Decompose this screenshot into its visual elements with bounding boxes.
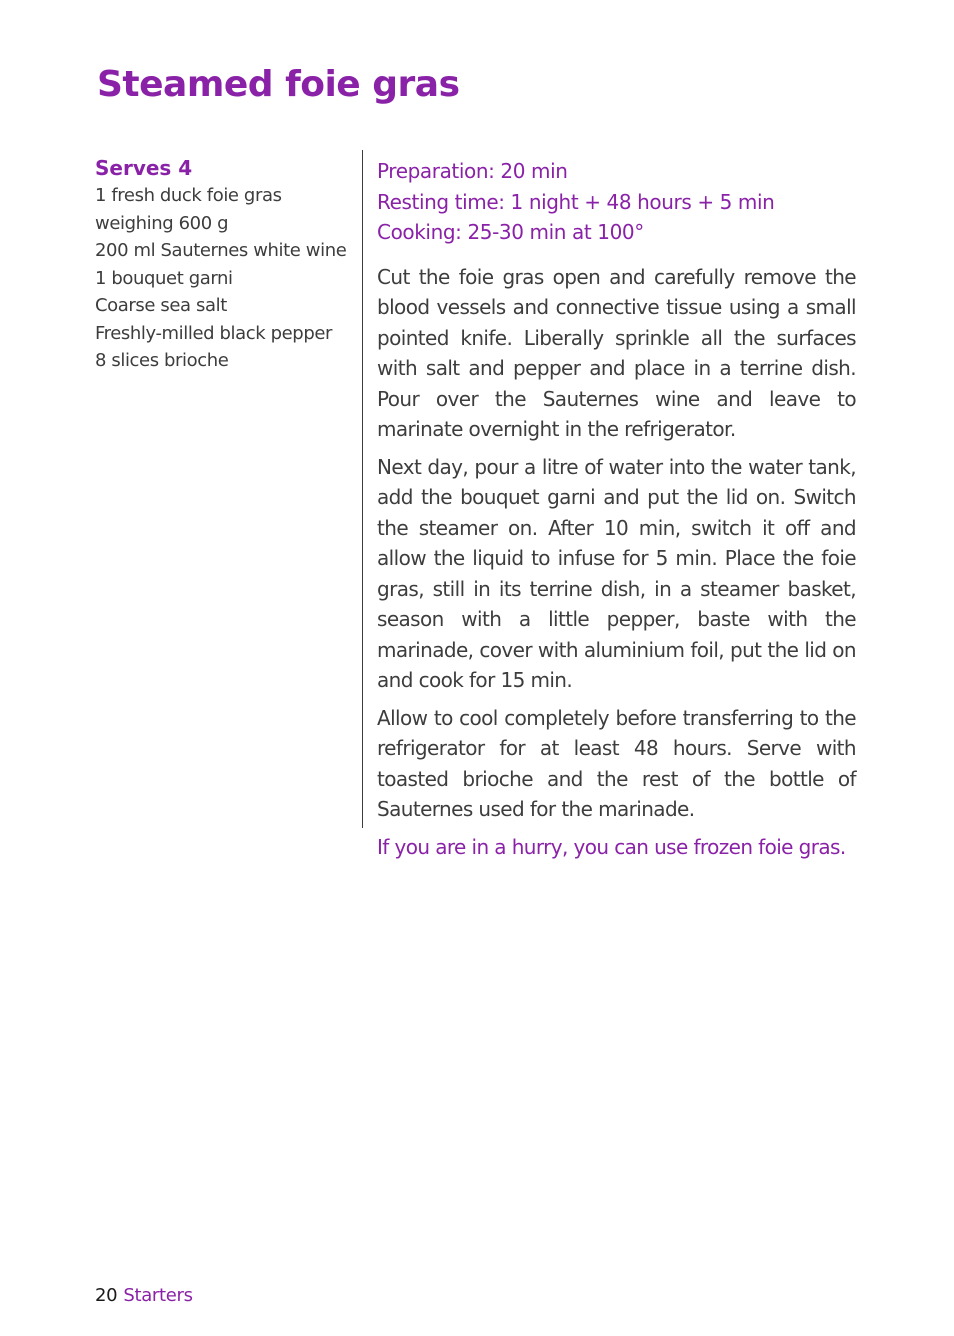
method-step: Cut the foie gras open and carefully remove the blood vessels and connective tissue using a small pointed knife. Liberally sprinkle all the surfaces with salt and pepper and place in a terrine dish. Pour over the Sauternes wine and leave to marinate overnight in the refrigerator. [377, 264, 856, 441]
method-column [377, 156, 856, 862]
ingredient-item: 1 bouquet garni [95, 267, 233, 289]
resting-time: Resting time: 1 night + 48 hours + 5 min [377, 189, 775, 214]
recipe-title: Steamed foie gras [97, 64, 460, 105]
ingredient-item: Freshly-milled black pepper [95, 322, 333, 344]
timing-info [377, 156, 856, 248]
ingredient-item: 200 ml Sauternes white wine [95, 240, 347, 261]
ingredient-item: 1 fresh duck foie gras [95, 185, 282, 206]
page-number: 20 [95, 1285, 118, 1306]
ingredients-column [95, 154, 350, 375]
ingredient-item: Coarse sea salt [95, 295, 227, 316]
cooking-time: Cooking: 25-30 min at 100° [377, 220, 644, 244]
ingredient-item: 8 slices brioche [95, 350, 229, 371]
method-step: Allow to cool completely before transferring to the refrigerator for at least 48 hours. Serve with toasted brioche and the rest of the bottle of Sauternes used for the marinade. [377, 705, 856, 821]
ingredient-list [95, 182, 350, 375]
recipe-tip: If you are in a hurry, you can use frozen foie gras. [377, 834, 846, 859]
page-footer [95, 1283, 193, 1309]
column-divider [362, 150, 363, 828]
preparation-time: Preparation: 20 min [377, 159, 568, 183]
ingredient-item: weighing 600 g [95, 212, 229, 234]
serves-heading: Serves 4 [95, 156, 193, 180]
section-name: Starters [123, 1285, 193, 1306]
method-step: Next day, pour a litre of water into the water tank, add the bouquet garni and put the lid on. Switch the steamer on. After 10 min, switch it off and allow the liquid to infuse for 5 min. Place the foie gras, still in its terrine dish, in a steamer basket, season with a little pepper, baste with the marinade, cover with aluminium foil, put the lid on and cook for 15 min. [377, 454, 856, 692]
